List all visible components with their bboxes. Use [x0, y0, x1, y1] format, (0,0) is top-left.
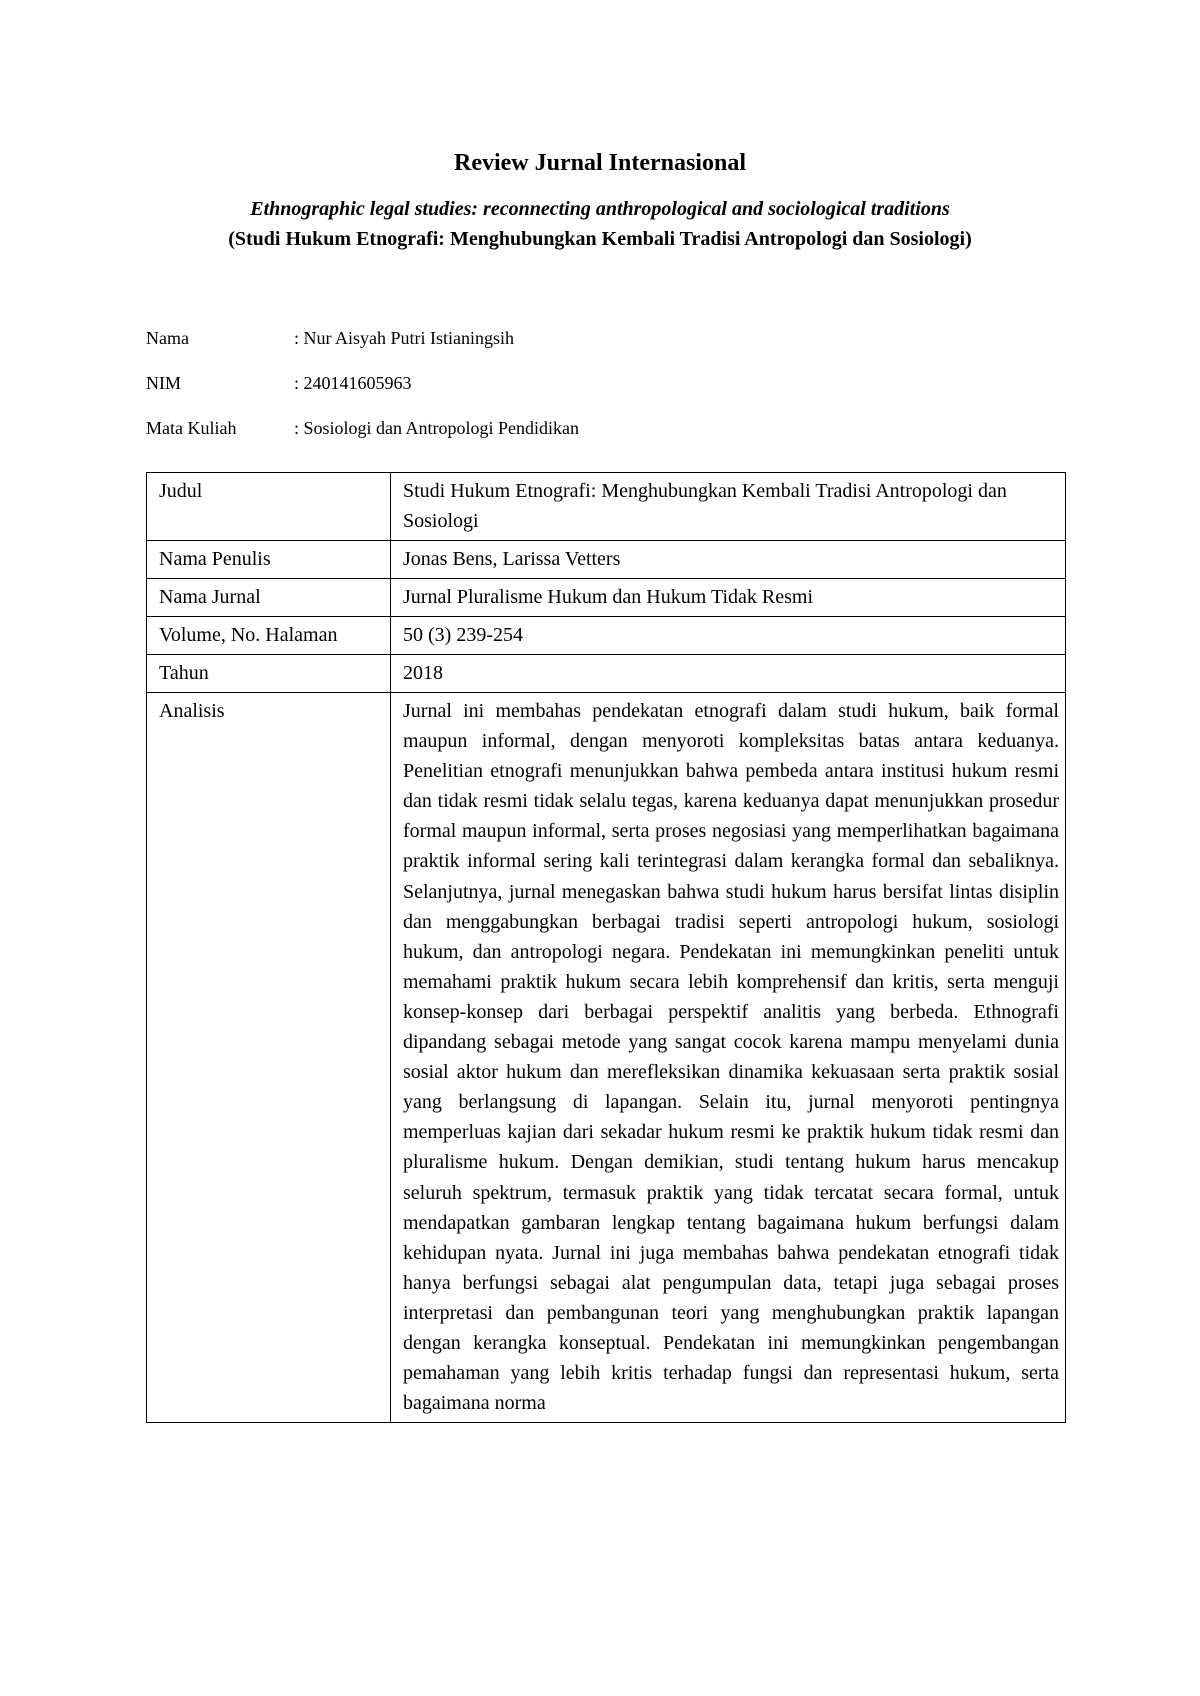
journal-title-english: Ethnographic legal studies: reconnecting anthropological and sociological traditions	[250, 198, 950, 220]
course-value: : Sosiologi dan Antropologi Pendidikan	[294, 418, 580, 438]
course-row	[146, 416, 1046, 440]
table-row-tahun	[147, 655, 1066, 693]
row-label-volume: Volume, No. Halaman	[147, 617, 391, 655]
student-name-value: : Nur Aisyah Putri Istianingsih	[294, 328, 514, 348]
student-nim-value: : 240141605963	[294, 373, 412, 393]
student-nim-row	[146, 371, 1046, 395]
row-label-analisis: Analisis	[147, 693, 391, 1423]
student-name-row	[146, 326, 1046, 350]
row-label-jurnal: Nama Jurnal	[147, 579, 391, 617]
table-row-jurnal	[147, 579, 1066, 617]
row-value-volume: 50 (3) 239-254	[391, 617, 1066, 655]
row-label-penulis: Nama Penulis	[147, 541, 391, 579]
table-row-volume	[147, 617, 1066, 655]
journal-title-indonesian: (Studi Hukum Etnografi: Menghubungkan Kembali Tradisi Antropologi dan Sosiologi)	[228, 228, 972, 250]
course-label: Mata Kuliah	[146, 418, 237, 438]
table-row-judul	[147, 473, 1066, 541]
review-table	[146, 472, 1066, 1423]
row-value-penulis: Jonas Bens, Larissa Vetters	[391, 541, 1066, 579]
table-row-penulis	[147, 541, 1066, 579]
row-label-tahun: Tahun	[147, 655, 391, 693]
student-name-label: Nama	[146, 328, 189, 348]
student-nim-label: NIM	[146, 373, 181, 393]
row-value-tahun: 2018	[391, 655, 1066, 693]
row-value-judul: Studi Hukum Etnografi: Menghubungkan Kembali Tradisi Antropologi dan Sosiologi	[391, 473, 1066, 541]
row-label-judul: Judul	[147, 473, 391, 541]
table-row-analisis	[147, 693, 1066, 1423]
row-value-analisis: Jurnal ini membahas pendekatan etnografi dalam studi hukum, baik formal maupun informal, dengan menyoroti kompleksitas batas antara keduanya. Penelitian etnografi menunjukkan bahwa pembeda antara institusi hukum resmi dan tidak resmi tidak selalu tegas, karena keduanya dapat menunjukkan prosedur formal maupun informal, serta proses negosiasi yang memperlihatkan bagaimana praktik informal sering kali terintegrasi dalam kerangka formal dan sebaliknya. Selanjutnya, jurnal menegaskan bahwa studi hukum harus bersifat lintas disiplin dan menggabungkan berbagai tradisi seperti antropologi hukum, sosiologi hukum, dan antropologi negara. Pendekatan ini memungkinkan peneliti untuk memahami praktik hukum secara lebih komprehensif dan kritis, serta menguji konsep-konsep dari berbagai perspektif analitis yang berbeda. Ethnografi dipandang sebagai metode yang sangat cocok karena mampu menyelami dunia sosial aktor hukum dan merefleksikan dinamika kekuasaan serta praktik sosial yang berlangsung di lapangan. Selain itu, jurnal menyoroti pentingnya memperluas kajian dari sekadar hukum resmi ke praktik hukum tidak resmi dan pluralisme hukum. Dengan demikian, studi tentang hukum harus mencakup seluruh spektrum, termasuk praktik yang tidak tercatat secara formal, untuk mendapatkan gambaran lengkap tentang bagaimana hukum berfungsi dalam kehidupan nyata. Jurnal ini juga membahas bahwa pendekatan etnografi tidak hanya berfungsi sebagai alat pengumpulan data, tetapi juga sebagai proses interpretasi dan pembangunan teori yang menghubungkan praktik lapangan dengan kerangka konseptual. Pendekatan ini memungkinkan pengembangan pemahaman yang lebih kritis terhadap fungsi dan representasi hukum, serta bagaimana norma	[391, 693, 1066, 1423]
document-title: Review Jurnal Internasional	[453, 150, 746, 176]
row-value-jurnal: Jurnal Pluralisme Hukum dan Hukum Tidak Resmi	[391, 579, 1066, 617]
